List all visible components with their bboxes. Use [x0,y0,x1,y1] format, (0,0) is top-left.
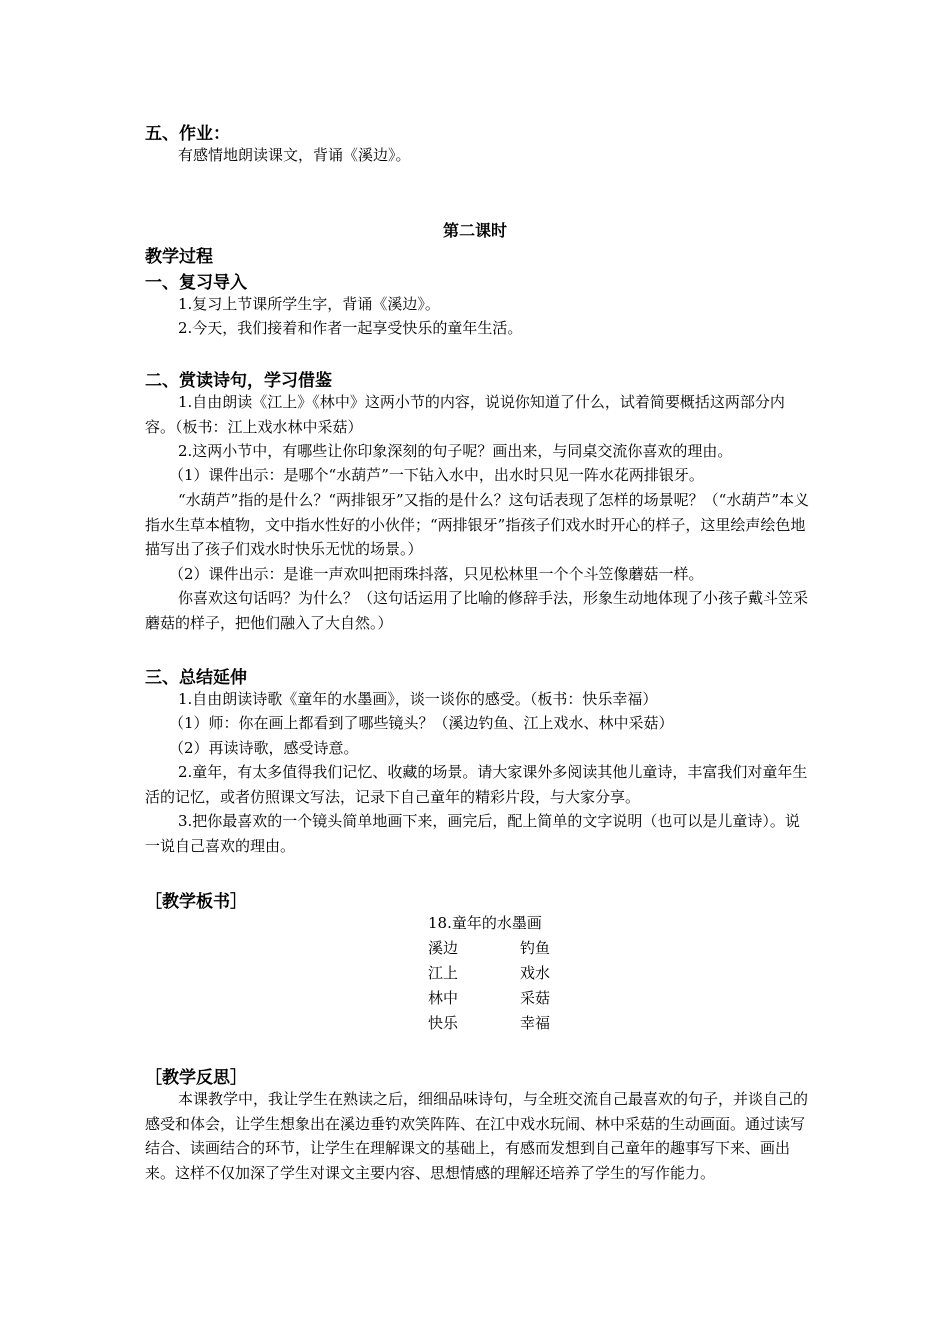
section2-paragraph: （2）课件出示：是谁一声欢叫把雨珠抖落，只见松林里一个个斗笠像蘑菇一样。 [169,565,704,583]
board-row [428,986,550,1011]
section3-heading: 三、总结延伸 [145,668,247,688]
section1-item: 1.复习上节课所学生字，背诵《溪边》。 [178,295,440,313]
board-cell: 钓鱼 [520,939,551,957]
board-title: 18.童年的水墨画 [428,914,542,932]
board-cell: 采菇 [520,989,551,1007]
section2-paragraph: “水葫芦”指的是什么？“两排银牙”又指的是什么？这句话表现了怎样的场景呢？（“水葫芦”本义指水生草本植物，文中指水性好的小伙伴；“两排银牙”指孩子们戏水时开心的样子，这里绘声绘色地描写出了孩子们戏水时快乐无忧的场景。） [145,491,810,558]
process-heading: 教学过程 [145,247,213,267]
section1-item: 2.今天，我们接着和作者一起享受快乐的童年生活。 [178,319,523,337]
section2-paragraph: 1.自由朗读《江上》《林中》这两小节的内容，说说你知道了什么，试着简要概括这两部分内容。（板书：江上戏水林中采菇） [145,393,785,436]
board-cell: 快乐 [428,1014,459,1032]
reflection-text: 本课教学中，我让学生在熟读之后，细细品味诗句，与全班交流自己最喜欢的句子，并谈自己的感受和体会，让学生想象出在溪边垂钓欢笑阵阵、在江中戏水玩闹、林中采菇的生动画面。通过读写结合、读画结合的环节，让学生在理解课文的基础上，有感而发想到自己童年的趣事写下来、画出来。这样不仅加深了学生对课文主要内容、思想情感的理解还培养了学生的写作能力。 [145,1090,809,1182]
board-cell: 幸福 [520,1014,551,1032]
section3-paragraph: （2）再读诗歌，感受诗意。 [169,739,359,757]
section3-paragraph: 2.童年，有太多值得我们记忆、收藏的场景。请大家课外多阅读其他儿童诗，丰富我们对童年生活的记忆，或者仿照课文写法，记录下自己童年的精彩片段，与大家分享。 [145,763,808,806]
section3-paragraph: 1.自由朗读诗歌《童年的水墨画》，谈一谈你的感受。（板书：快乐幸福） [178,690,658,708]
section2-heading: 二、赏读诗句，学习借鉴 [145,371,332,391]
section1-heading: 一、复习导入 [145,273,247,293]
board-cell: 林中 [428,989,459,1007]
board-cell: 溪边 [428,939,459,957]
reflection-heading: ［教学反思］ [145,1068,247,1088]
homework-text: 有感情地朗读课文，背诵《溪边》。 [178,146,411,164]
board-row [428,936,550,961]
board-row [428,1011,550,1036]
board-cell: 戏水 [520,964,551,982]
homework-heading: 五、作业： [145,124,230,144]
section2-paragraph: 你喜欢这句话吗？为什么？（这句话运用了比喻的修辞手法，形象生动地体现了小孩子戴斗笠采蘑菇的样子，把他们融入了大自然。） [145,589,809,632]
section3-paragraph: （1）师：你在画上都看到了哪些镜头？（溪边钓鱼、江上戏水、林中采菇） [169,714,674,732]
board-heading: ［教学板书］ [145,892,247,912]
section2-paragraph: （1）课件出示：是哪个“水葫芦”一下钻入水中，出水时只见一阵水花两排银牙。 [169,466,704,484]
section3-paragraph: 3.把你最喜欢的一个镜头简单地画下来，画完后，配上简单的文字说明（也可以是儿童诗）。说一说自己喜欢的理由。 [145,812,800,855]
lesson-title: 第二课时 [442,221,507,240]
board-content [428,911,550,1036]
section2-paragraph: 2.这两小节中，有哪些让你印象深刻的句子呢？画出来，与同桌交流你喜欢的理由。 [178,442,733,460]
board-row [428,961,550,986]
board-cell: 江上 [428,964,459,982]
